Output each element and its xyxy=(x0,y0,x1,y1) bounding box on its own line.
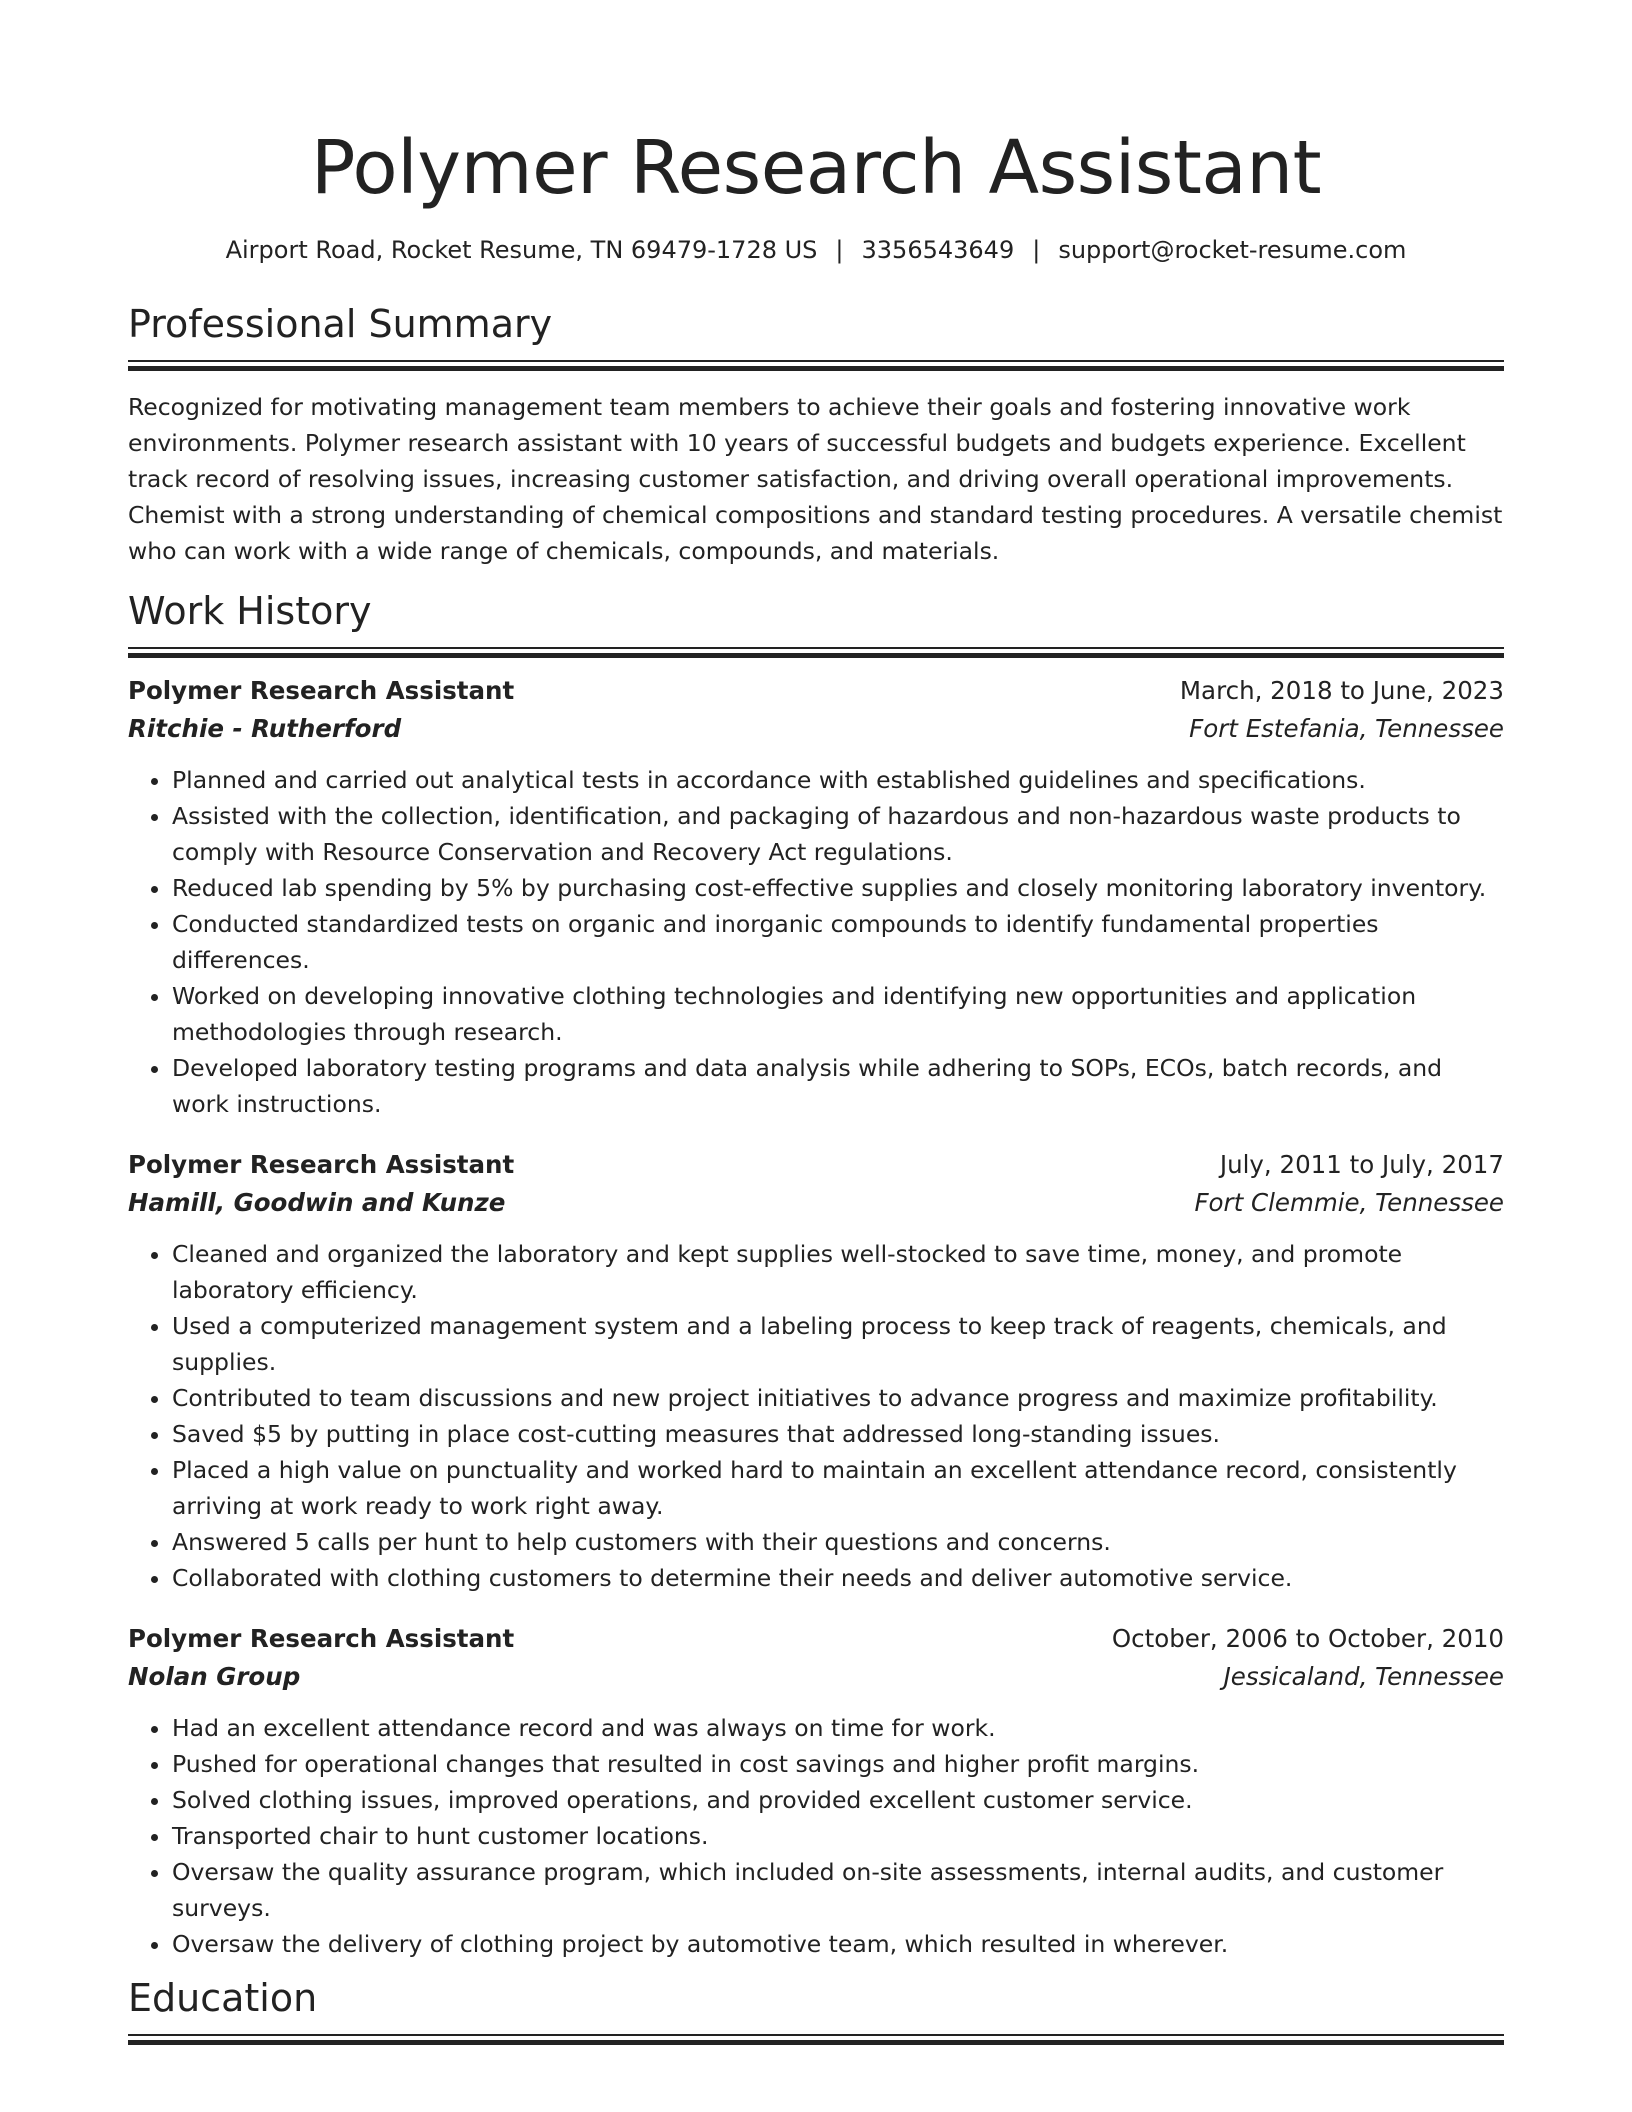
job-company-row xyxy=(128,1184,1504,1222)
work-history-heading: Work History xyxy=(128,589,372,633)
job-bullet: • Solved clothing issues, improved operations, and provided excellent customer service. xyxy=(172,1782,1504,1818)
job-bullet: • Conducted standardized tests on organic and inorganic compounds to identify fundamental properties differences. xyxy=(172,906,1504,978)
job-bullet: • Reduced lab spending by 5% by purchasing cost-effective supplies and closely monitoring laboratory inventory. xyxy=(172,870,1504,906)
job-location: Jessicaland, Tennessee xyxy=(1223,1662,1504,1691)
job-location: Fort Estefania, Tennessee xyxy=(1189,714,1504,743)
contact-email: support@rocket-resume.com xyxy=(1058,236,1407,264)
job-title: Polymer Research Assistant xyxy=(128,676,515,705)
job-bullet: • Oversaw the delivery of clothing project by automotive team, which resulted in wherever. xyxy=(172,1926,1504,1962)
job-bullet: • Cleaned and organized the laboratory and kept supplies well-stocked to save time, money, and promote laboratory efficiency. xyxy=(172,1236,1504,1308)
work-history-section xyxy=(128,587,1504,1962)
resume-page xyxy=(128,120,1504,2045)
job-header-row xyxy=(128,1620,1504,1658)
summary-section xyxy=(128,300,1504,569)
job-entry xyxy=(128,1620,1504,1962)
job-dates: July, 2011 to July, 2017 xyxy=(1219,1150,1504,1179)
job-bullet: • Answered 5 calls per hunt to help customers with their questions and concerns. xyxy=(172,1524,1504,1560)
job-bullet: • Had an excellent attendance record and was always on time for work. xyxy=(172,1710,1504,1746)
job-header-row xyxy=(128,1146,1504,1184)
job-bullet: • Worked on developing innovative clothing technologies and identifying new opportunities and application methodologies through research. xyxy=(172,978,1504,1050)
section-divider xyxy=(128,360,1504,371)
job-bullet: • Contributed to team discussions and new project initiatives to advance progress and maximize profitability. xyxy=(172,1380,1504,1416)
job-dates: October, 2006 to October, 2010 xyxy=(1111,1624,1504,1653)
job-bullets xyxy=(128,762,1504,1122)
job-bullet: • Planned and carried out analytical tests in accordance with established guidelines and specifications. xyxy=(172,762,1504,798)
education-heading: Education xyxy=(128,1976,318,2020)
resume-name: Polymer Research Assistant xyxy=(310,125,1322,211)
job-bullets xyxy=(128,1236,1504,1596)
job-company: Ritchie - Rutherford xyxy=(128,714,402,743)
job-entry xyxy=(128,672,1504,1122)
job-bullet: • Developed laboratory testing programs and data analysis while adhering to SOPs, ECOs, batch records, and work instructions. xyxy=(172,1050,1504,1122)
job-company-row xyxy=(128,710,1504,748)
job-bullet: • Collaborated with clothing customers to determine their needs and deliver automotive service. xyxy=(172,1560,1504,1596)
job-title: Polymer Research Assistant xyxy=(128,1150,515,1179)
job-bullet: • Transported chair to hunt customer locations. xyxy=(172,1818,1504,1854)
section-divider xyxy=(128,2034,1504,2045)
contact-line xyxy=(128,234,1504,266)
job-company: Hamill, Goodwin and Kunze xyxy=(128,1188,506,1217)
contact-separator: | xyxy=(835,236,844,264)
job-header-row xyxy=(128,672,1504,710)
contact-phone: 3356543649 xyxy=(861,236,1015,264)
job-company: Nolan Group xyxy=(128,1662,301,1691)
section-divider xyxy=(128,647,1504,658)
job-bullet: • Oversaw the quality assurance program, which included on-site assessments, internal audits, and customer surveys. xyxy=(172,1854,1504,1926)
education-section xyxy=(128,1974,1504,2045)
job-bullet: • Pushed for operational changes that resulted in cost savings and higher profit margins. xyxy=(172,1746,1504,1782)
job-title: Polymer Research Assistant xyxy=(128,1624,515,1653)
job-bullets xyxy=(128,1710,1504,1962)
job-bullet: • Assisted with the collection, identification, and packaging of hazardous and non-hazardous waste products to comply with Resource Conservation and Recovery Act regulations. xyxy=(172,798,1504,870)
job-bullet: • Saved $5 by putting in place cost-cutting measures that addressed long-standing issues. xyxy=(172,1416,1504,1452)
job-company-row xyxy=(128,1658,1504,1696)
job-bullet: • Placed a high value on punctuality and worked hard to maintain an excellent attendance record, consistently arriving at work ready to work right away. xyxy=(172,1452,1504,1524)
summary-text: Recognized for motivating management team members to achieve their goals and fostering innovative work environments. Polymer research assistant with 10 years of successful budgets and budgets experience. Excellent track record of resolving issues, increasing customer satisfaction, and driving overall operational improvements. Chemist with a strong understanding of chemical compositions and standard testing procedures. A versatile chemist who can work with a wide range of chemicals, compounds, and materials. xyxy=(128,393,1503,565)
job-dates: March, 2018 to June, 2023 xyxy=(1179,676,1504,705)
summary-heading: Professional Summary xyxy=(128,302,553,346)
job-entry xyxy=(128,1146,1504,1596)
contact-address: Airport Road, Rocket Resume, TN 69479-1728 US xyxy=(225,236,818,264)
job-bullet: • Used a computerized management system and a labeling process to keep track of reagents, chemicals, and supplies. xyxy=(172,1308,1504,1380)
contact-separator: | xyxy=(1032,236,1041,264)
job-location: Fort Clemmie, Tennessee xyxy=(1194,1188,1504,1217)
